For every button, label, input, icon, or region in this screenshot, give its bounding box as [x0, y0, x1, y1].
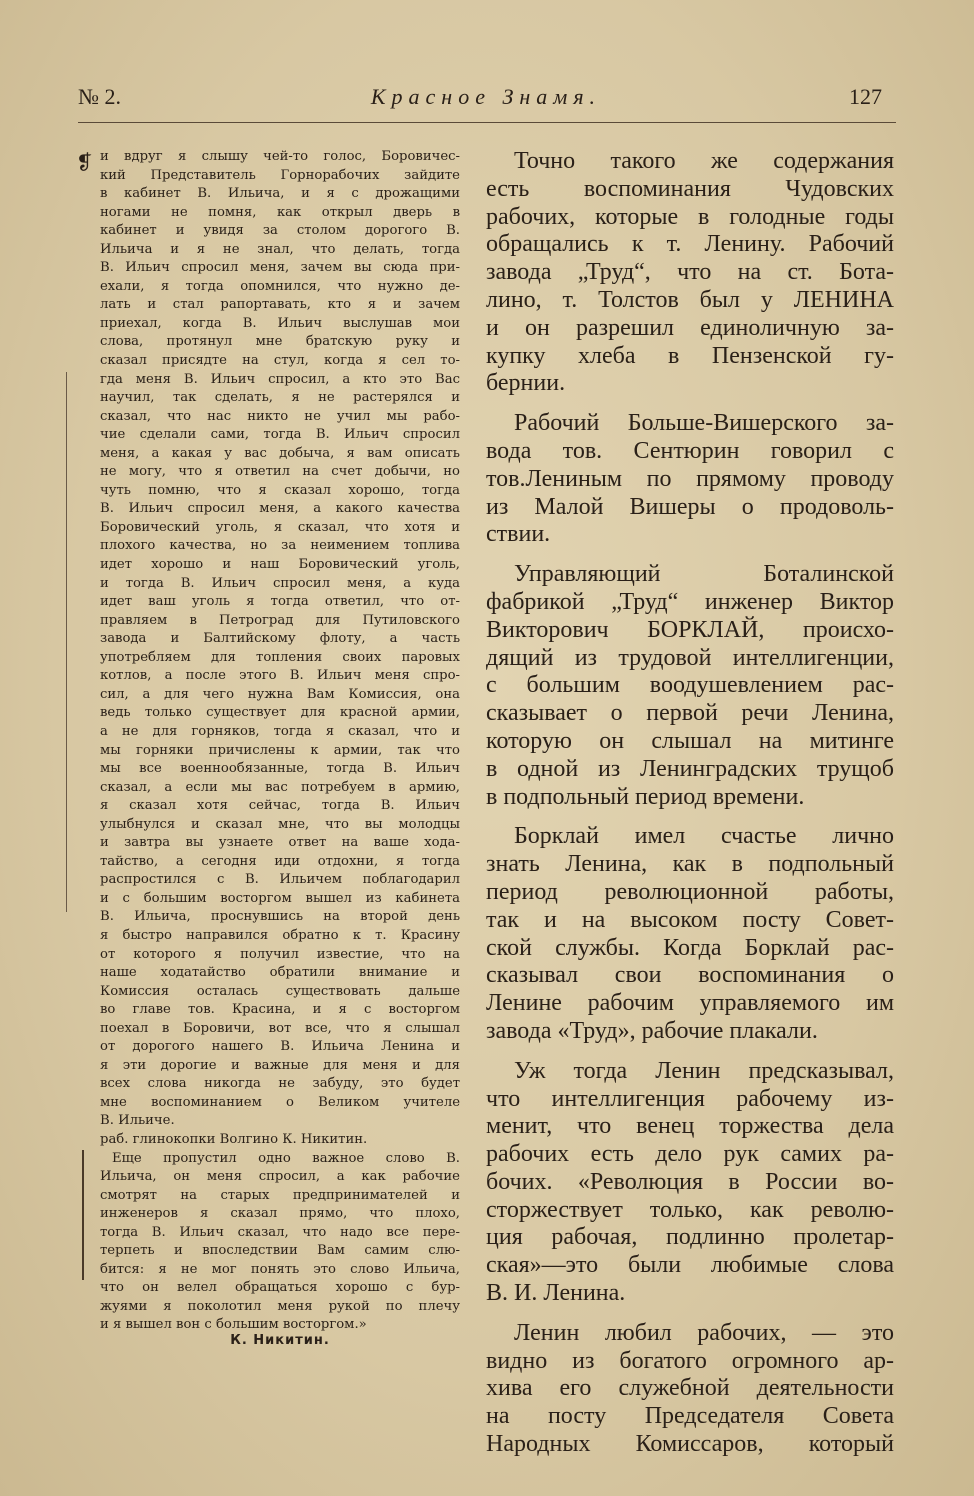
- margin-line: [66, 372, 69, 912]
- text-line: употребляем для топления своих паровых: [100, 649, 460, 665]
- text-line: я быстро направился обратно к т. Красину: [100, 927, 460, 943]
- text-line: Народных Комиссаров, который: [486, 1431, 894, 1458]
- text-line: лино, т. Толстов был у ЛЕНИНА: [486, 286, 894, 313]
- text-line: ехали, я тогда опомнился, что нужно де-: [100, 278, 460, 294]
- text-line: В. Ильиче.: [100, 1113, 175, 1129]
- text-line: научил, так сделать, я не растерялся и: [100, 390, 460, 406]
- text-line: чуть помню, что я сказал хорошо, тогда: [100, 482, 460, 498]
- text-line: и вдруг я слышу чей-то голос, Боровичес-: [100, 149, 460, 164]
- text-line: мы все военнообязанные, тогда В. Ильич: [100, 761, 460, 777]
- header-rule: [78, 122, 896, 123]
- text-line: ногами не помня, как открыл дверь в: [100, 204, 460, 220]
- text-line: от дорогого нашего В. Ильича Ленина и: [100, 1039, 460, 1055]
- text-line: Уж тогда Ленин предсказывал,: [514, 1057, 894, 1084]
- text-line: и я вышел вон с большим восторгом.»: [100, 1317, 367, 1333]
- text-line: всех слова никогда не забуду, это будет: [100, 1076, 460, 1092]
- text-line: есть воспоминания Чудовских: [486, 175, 894, 202]
- text-line: улыбнулся и сказал мне, что вы молодцы: [100, 816, 460, 832]
- text-line: так и на высоком посту Совет-: [486, 906, 894, 933]
- text-line: Рабочий Больше-Вишерского за-: [514, 410, 894, 437]
- text-line: Ильича и я не знал, что делать, тогда: [100, 241, 460, 257]
- text-line: лать и стал рапортавать, кто я и зачем: [100, 297, 460, 313]
- text-line: В. Ильич спросил меня, зачем вы сюда при-: [100, 260, 460, 276]
- text-line: рабочих, которые в голодные годы: [486, 203, 894, 230]
- text-line: сказал, а если мы вас потребуем в армию,: [100, 779, 460, 795]
- left-column: [100, 148, 460, 1335]
- text-line: Ленин любил рабочих, — это: [514, 1319, 894, 1346]
- text-line: идет ваш уголь я тогда ответил, что от-: [100, 594, 460, 610]
- text-line: завода и Балтийскому флоту, а часть: [100, 631, 460, 647]
- margin-bracket: [82, 1150, 86, 1280]
- text-line: В. Ильич спросил меня, а какого качества: [100, 501, 460, 517]
- text-line: я эти дорогие и важные для меня и для: [100, 1057, 460, 1073]
- text-line: а не для горняков, тогда я сказал, что и: [100, 723, 460, 739]
- issue-number: № 2.: [78, 84, 121, 109]
- right-column: [486, 148, 894, 1459]
- text-line: раб. глинокопки Волгино К. Никитин.: [100, 1131, 368, 1147]
- text-line: Точно такого же содержания: [514, 148, 894, 174]
- text-line: в подпольный период времени.: [486, 783, 805, 810]
- text-line: меня, а какая у вас добыча, я вам описать: [100, 445, 460, 461]
- text-line: сказал присядте на стул, когда я сел то-: [100, 353, 460, 369]
- text-line: ской службы. Когда Борклай рас-: [486, 934, 894, 961]
- text-line: наше ходатайство обратили внимание и: [100, 965, 460, 981]
- text-line: что он велел обращаться хорошо с бур-: [100, 1280, 460, 1296]
- text-line: ская»—это были любимые слова: [486, 1252, 894, 1279]
- page-number: 127: [849, 84, 882, 109]
- text-line: инженеров я сказал прямо, что плохо,: [100, 1206, 460, 1222]
- text-line: мы горняки причислены к армии, так что: [100, 742, 460, 758]
- text-line: во главе тов. Красина, и я с восторгом: [100, 1002, 460, 1018]
- text-line: Викторович БОРКЛАЙ, происхо-: [486, 616, 894, 643]
- text-line: из Малой Вишеры о продоволь-: [486, 493, 894, 520]
- text-line: и завтра вы узнаете ответ на ваше хода-: [100, 835, 460, 851]
- text-line: тов.Лениным по прямому проводу: [486, 465, 894, 492]
- text-line: которую он слышал на митинге: [486, 727, 894, 754]
- text-line: мне воспоминанием о Великом учителе: [100, 1094, 460, 1110]
- text-line: В. И. Ленина.: [486, 1280, 626, 1307]
- text-line: период революционной работы,: [486, 878, 894, 905]
- text-line: поехал в Боровичи, вот все, что я слышал: [100, 1020, 460, 1036]
- text-line: дящий из трудовой интеллигенции,: [486, 644, 894, 671]
- text-line: фабрикой „Труд“ инженер Виктор: [486, 588, 894, 615]
- text-line: рабочих есть дело рук самих ра-: [486, 1141, 894, 1168]
- text-line: завода «Труд», рабочие плакали.: [486, 1017, 818, 1044]
- text-line: тайство, а сегодня иди отдохни, я тогда: [100, 853, 460, 869]
- text-line: плохого качества, но за неимением топлива: [100, 538, 460, 554]
- text-line: обращались к т. Ленину. Рабочий: [486, 231, 894, 258]
- text-line: Боровический уголь, я сказал, что хотя и: [100, 519, 460, 535]
- text-line: хива его служебной деятельности: [486, 1375, 894, 1402]
- text-line: сказал, что нас никто не учил мы рабо-: [100, 408, 460, 424]
- text-line: от которого я получил известие, что на: [100, 946, 460, 962]
- text-line: с большим воодушевлением рас-: [486, 672, 894, 699]
- text-line: что интеллигенция рабочему из-: [486, 1085, 894, 1112]
- text-line: не могу, что я ответил на счет добычи, но: [100, 464, 460, 480]
- text-line: бочих. «Революция в России во-: [486, 1168, 894, 1195]
- text-line: терпеть и впоследствии Вам самим слю-: [100, 1243, 460, 1259]
- text-line: и тогда В. Ильич спросил меня, а куда: [100, 575, 460, 591]
- margin-mark: ❡: [76, 150, 93, 174]
- text-line: сказывает о первой речи Ленина,: [486, 700, 894, 727]
- text-line: смотрят на старых предпринимателей и: [100, 1187, 460, 1203]
- text-line: в одной из Ленинградских трущоб: [486, 755, 894, 782]
- text-line: вода тов. Сентюрин говорил с: [486, 437, 894, 464]
- page-header: [78, 84, 894, 124]
- text-line: слова, протянул мне братскую руку и: [100, 334, 460, 350]
- text-line: бится: я не мог понять это слово Ильича,: [100, 1261, 460, 1277]
- text-line: котлов, а после этого В. Ильич меня спро-: [100, 668, 460, 684]
- signature: К. Никитин.: [230, 1333, 330, 1348]
- journal-title: Красное Знамя.: [370, 84, 602, 109]
- text-line: Ленине рабочим управляемого им: [486, 990, 894, 1017]
- text-line: сил, а для чего нужна Вам Комиссия, она: [100, 686, 460, 702]
- text-line: знать Ленина, как в подпольный: [486, 851, 894, 878]
- text-line: приехал, когда В. Ильич выслушав мои: [100, 315, 460, 331]
- text-line: менит, что венец торжества дела: [486, 1113, 894, 1140]
- text-line: и он разрешил единоличную за-: [486, 314, 894, 341]
- text-line: жуями я поколотил меня рукой по плечу: [100, 1298, 460, 1314]
- text-line: гда меня В. Ильич спросил, а кто это Вас: [100, 371, 460, 387]
- text-line: Ильича, он меня спросил, а как рабочие: [100, 1169, 460, 1185]
- text-line: в кабинет В. Ильича, и я с дрожащими: [100, 186, 460, 202]
- text-line: кий Представитель Горнорабочих зайдите: [100, 167, 460, 183]
- text-line: купку хлеба в Пензенской гу-: [486, 342, 894, 369]
- text-line: и с большим восторгом вышел из кабинета: [100, 890, 460, 906]
- text-line: я сказал хотя сейчас, тогда В. Ильич: [100, 798, 460, 814]
- text-line: распростился с В. Ильичем поблагодарил: [100, 872, 460, 888]
- text-line: на посту Председателя Совета: [486, 1403, 894, 1430]
- text-line: ствии.: [486, 521, 551, 548]
- text-line: тогда В. Ильич сказал, что надо все пере-: [100, 1224, 460, 1240]
- text-line: В. Ильича, проснувшись на второй день: [100, 909, 460, 925]
- text-line: ведь только существует для красной армии,: [100, 705, 460, 721]
- text-line: ция рабочая, подлинно пролетар-: [486, 1224, 894, 1251]
- text-line: кабинет и увидя за столом дорогого В.: [100, 223, 460, 239]
- text-line: Управляющий Боталинской: [514, 561, 894, 588]
- text-line: сторжествует только, как револю-: [486, 1196, 894, 1223]
- text-line: чие сделали сами, тогда В. Ильич спросил: [100, 427, 460, 443]
- text-line: Комиссия осталась существовать дальше: [100, 983, 460, 999]
- text-line: сказывал свои воспоминания о: [486, 962, 894, 989]
- text-line: Еще пропустил одно важное слово В.: [112, 1150, 460, 1166]
- text-line: завода „Труд“, что на ст. Бота-: [486, 259, 894, 286]
- text-line: идет хорошо и наш Боровический уголь,: [100, 557, 460, 573]
- text-line: Борклай имел счастье лично: [514, 823, 894, 850]
- text-line: правляем в Петроград для Путиловского: [100, 612, 460, 628]
- text-line: бернии.: [486, 370, 566, 397]
- text-line: видно из богатого огромного ар-: [486, 1347, 894, 1374]
